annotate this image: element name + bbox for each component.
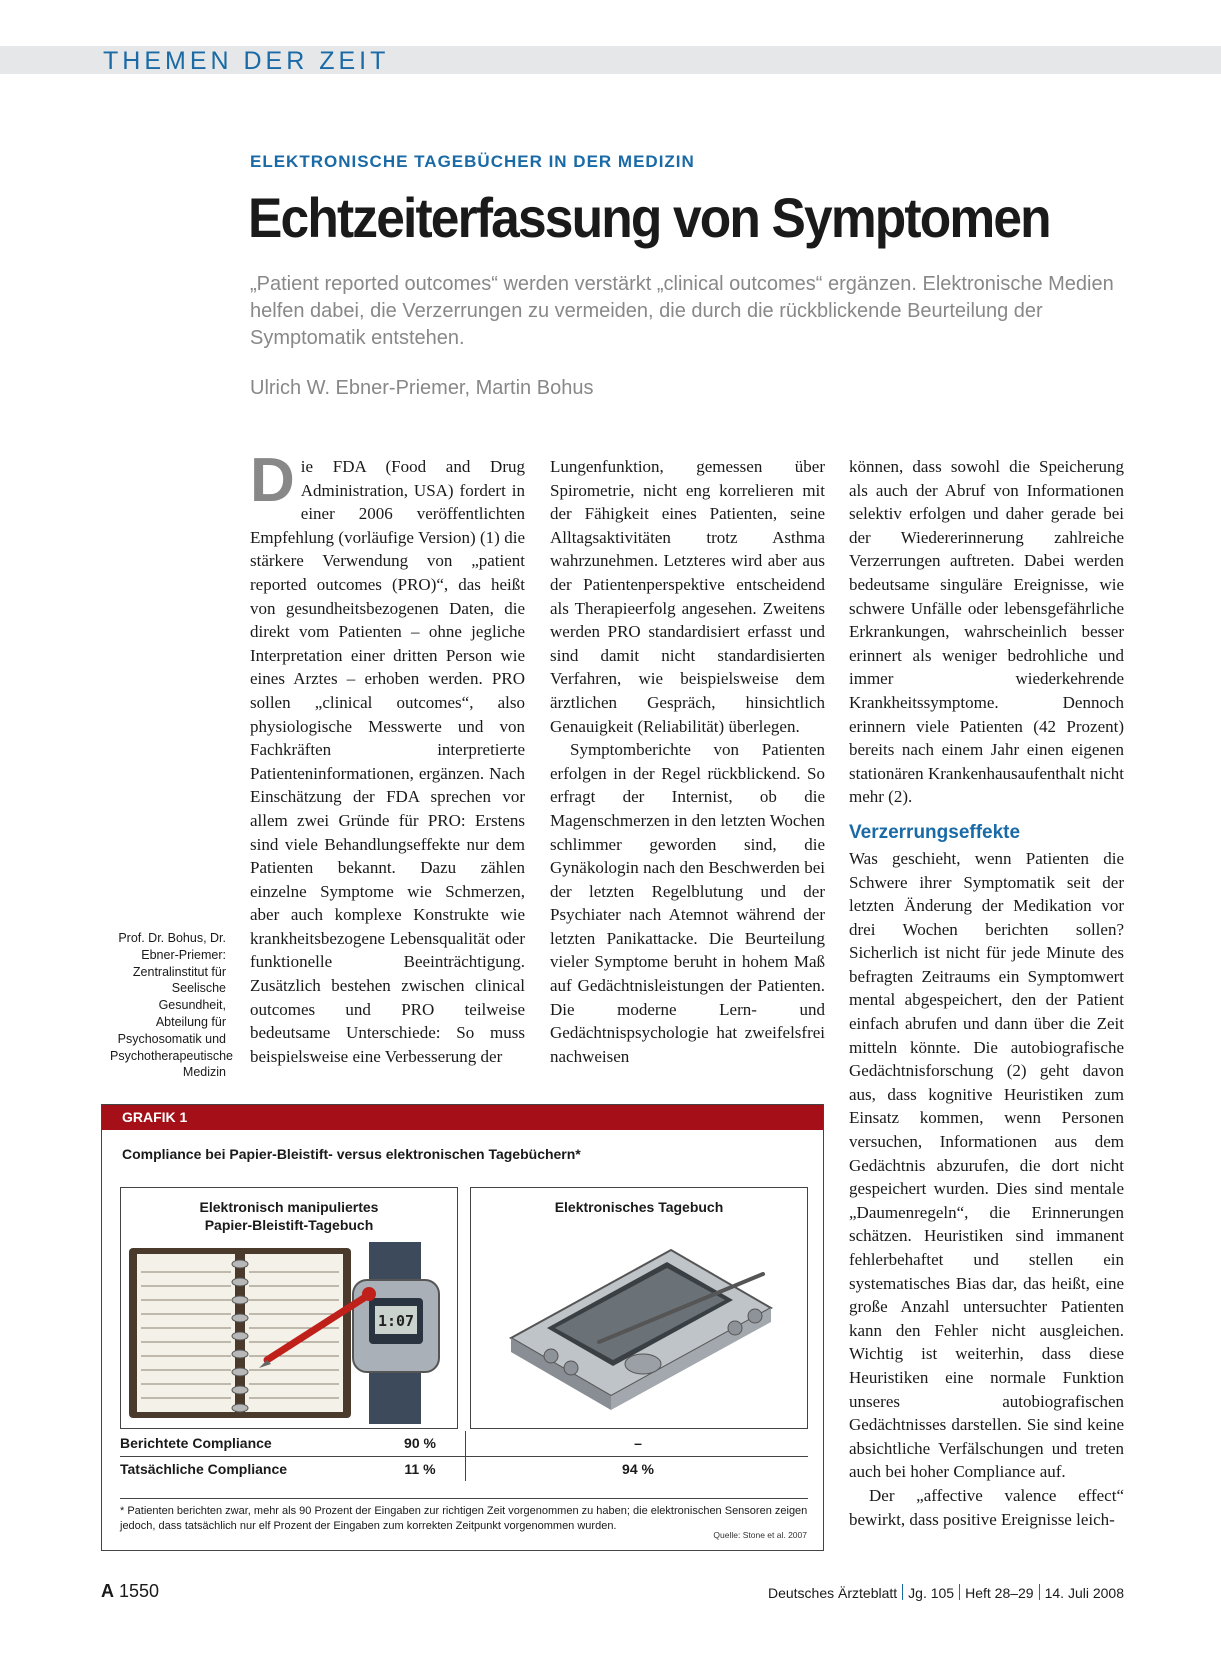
text-column-1 — [250, 446, 525, 1068]
table-row — [120, 1431, 808, 1457]
drop-cap: D — [250, 446, 295, 515]
panel-electronic-diary — [470, 1187, 808, 1429]
panel-title-line: Papier-Bleistift-Tagebuch — [204, 1217, 374, 1233]
journal-issue: Heft 28–29 — [965, 1585, 1034, 1601]
paragraph: Lungenfunktion, gemessen über Spirometrie, nicht eng korrelieren mit der Fähigkeit eines Patienten, seine Alltagsaktivitäten trotz Asthma wahrzunehmen. Letzteres wird aber aus der Patientenperspektive entscheidend als Therapieerfolg angesehen. Zweitens werden PRO standardisiert erfasst und sind damit nicht standardisierten Verfahren, wie beispielsweise dem ärztlichen Gespräch, hinsichtlich Genauigkeit (Reliabilität) überlegen. — [550, 457, 825, 736]
row-label: Berichtete Compliance — [120, 1435, 272, 1451]
notebook-icon — [129, 1248, 351, 1418]
section-title: THEMEN DER ZEIT — [103, 47, 390, 75]
journal-date: 14. Juli 2008 — [1044, 1585, 1124, 1601]
watch-display-text: 1:07 — [377, 1312, 415, 1330]
panel-title-line: Elektronisch manipuliertes — [199, 1199, 379, 1215]
figure-footnote: * Patienten berichten zwar, mehr als 90 Prozent der Eingaben zur richtigen Zeit vorgenommen zu haben; die elektronischen Sensoren zeigen jedoch, dass tatsächlich nur elf Prozent der Eingaben zum korrekten Zeitpunkt vorgenommen wurden. — [120, 1498, 808, 1534]
subheading: Verzerrungseffekte — [849, 821, 1021, 843]
wristwatch-icon — [353, 1242, 439, 1424]
paragraph: Der „affective valence effect“ bewirkt, dass positive Ereignisse leich- — [849, 1485, 1124, 1529]
paragraph-text: ie FDA (Food and Drug Administration, USA) fordert in einer 2006 veröffentlichten Empfehlung (vorläufige Version) (1) die stärkere Verwendung von „patient reported outcomes (PRO)“, das heißt von gesundheitsbezogenen Daten, die direkt vom Patienten – ohne jegliche Interpretation einer dritten Person wie eines Arztes – erhoben werden. PRO sollen „clinical outcomes“, also physiologische Messwerte und von Fachkräften interpretierte Patienteninformationen, ergänzen. Nach Einschätzung der FDA sprechen vor allem zwei Gründe für PRO: Erstens sind viele Behandlungseffekte nur dem Patienten bekannt. Dazu zählen einzelne Symptome wie Schmerzen, aber auch komplexe Konstrukte wie krankheitsbezogene Lebensqualität oder funktionelle Beeinträchtigung. Zusätzlich bestehen zwischen clinical outcomes und PRO teilweise bedeutsame Unterschiede: So muss beispielsweise eine Verbesserung der — [250, 457, 525, 1066]
separator — [959, 1584, 960, 1600]
journal-volume: Jg. 105 — [908, 1585, 955, 1601]
electronic-diary-illustration — [471, 1188, 807, 1428]
article-lead: „Patient reported outcomes“ werden verstärkt „clinical outcomes“ ergänzen. Elektronische Medien helfen dabei, die Verzerrungen zu vermeiden, die durch die rückblickende Beurteilung der Symptomatik entstehen. — [250, 273, 1114, 349]
paper-value: 90 % — [404, 1435, 436, 1451]
row-label: Tatsächliche Compliance — [120, 1461, 288, 1477]
figure-label: GRAFIK 1 — [102, 1105, 823, 1130]
article-authors: Ulrich W. Ebner-Priemer, Martin Bohus — [250, 377, 594, 399]
table-row — [120, 1457, 808, 1482]
page-number-value: 1550 — [119, 1581, 160, 1601]
separator — [1039, 1584, 1040, 1600]
paper-diary-illustration — [121, 1188, 457, 1428]
figure-box — [101, 1104, 824, 1551]
electronic-value: 94 % — [622, 1461, 654, 1477]
author-affiliation: Prof. Dr. Bohus, Dr. Ebner-Priemer: Zentralinstitut für Seelische Gesundheit, Abteilung für Psychosomatik und Psychotherapeutische Medizin — [110, 931, 233, 1080]
paragraph: Was geschieht, wenn Patienten die Schwere ihrer Symptomatik seit der letzten Änderung der Medikation vor drei Wochen berichten sollen? Sicherlich ist nicht für jede Minute des befragten Zeitraums ein Symptomwert mental abgespeichert, den der Patient einfach abrufen und dann über die Zeit mitteln könnte. Die autobiografische Gedächtnisforschung (2) geht davon aus, dass kognitive Heuristiken zum Einsatz kommen, wenn Personen versuchen, Informationen aus dem Gedächtnis abzurufen, die dort nicht gespeichert wurden. Dies sind mentale „Daumenregeln“, die Erinnerungen schätzen. Heuristiken sind immanent fehlerbehaftet und stellen ein systematisches Bias dar, das heißt, eine große Anzahl untersuchter Patienten kann den Fehler nicht ausgleichen. Wichtig ist weiterhin, dass diese Heuristiken eine normale Funktion unseres autobiografischen Gedächtnisses darstellen. Sie sind keine absichtliche Verfälschungen und treten auch bei hoher Compliance auf. — [849, 848, 1124, 1482]
paragraph: können, dass sowohl die Speicherung als auch der Abruf von Informationen selektiv erfolgen und daher gerade bei der Wiedererinnerung zahlreiche Verzerrungen auftreten. Dabei werden bedeutsame singuläre Ereignisse, wie schwere Unfälle oder lebensgefährliche Erkrankungen, wahrscheinlich besser erinnert als weniger bedrohliche und immer wiederkehrende Krankheitssymptome. Dennoch erinnern viele Patienten (42 Prozent) bereits nach einem Jahr einen eigenen stationären Krankenhausaufenthalt nicht mehr (2). — [849, 457, 1124, 807]
text-column-3 — [849, 455, 1124, 1531]
electronic-value: – — [634, 1435, 642, 1451]
panel-paper-diary — [120, 1187, 458, 1429]
pda-icon — [511, 1250, 771, 1410]
paragraph — [250, 446, 525, 1068]
compliance-table — [120, 1431, 808, 1482]
article-title: Echtzeiterfassung von Symptomen — [248, 186, 1050, 249]
panel-title: Elektronisches Tagebuch — [554, 1199, 724, 1215]
page-prefix: A — [101, 1581, 114, 1601]
journal-name: Deutsches Ärzteblatt — [767, 1585, 898, 1601]
text-column-2 — [550, 455, 825, 1068]
paper-value: 11 % — [404, 1461, 436, 1477]
article-kicker: ELEKTRONISCHE TAGEBÜCHER IN DER MEDIZIN — [250, 152, 695, 171]
page-number — [101, 1581, 159, 1602]
journal-info — [768, 1584, 1124, 1601]
figure-source: Quelle: Stone et al. 2007 — [713, 1530, 807, 1540]
separator — [902, 1584, 903, 1600]
paragraph: Symptomberichte von Patienten erfolgen in der Regel rückblickend. So erfragt der Internist, ob die Magenschmerzen in den letzten Wochen schlimmer geworden sind, die Gynäkologin nach den Beschwerden bei der letzten Regelblutung und der Psychiater nach Atemnot während der letzten Panikattacke. Die Beurteilung vieler Symptome beruht in hohem Maß auf Gedächtnisleistungen der Patienten. Die moderne Lern- und Gedächtnispsychologie hat zweifelsfrei nachweisen — [550, 740, 825, 1066]
figure-title: Compliance bei Papier-Bleistift- versus elektronischen Tagebüchern* — [122, 1146, 581, 1162]
